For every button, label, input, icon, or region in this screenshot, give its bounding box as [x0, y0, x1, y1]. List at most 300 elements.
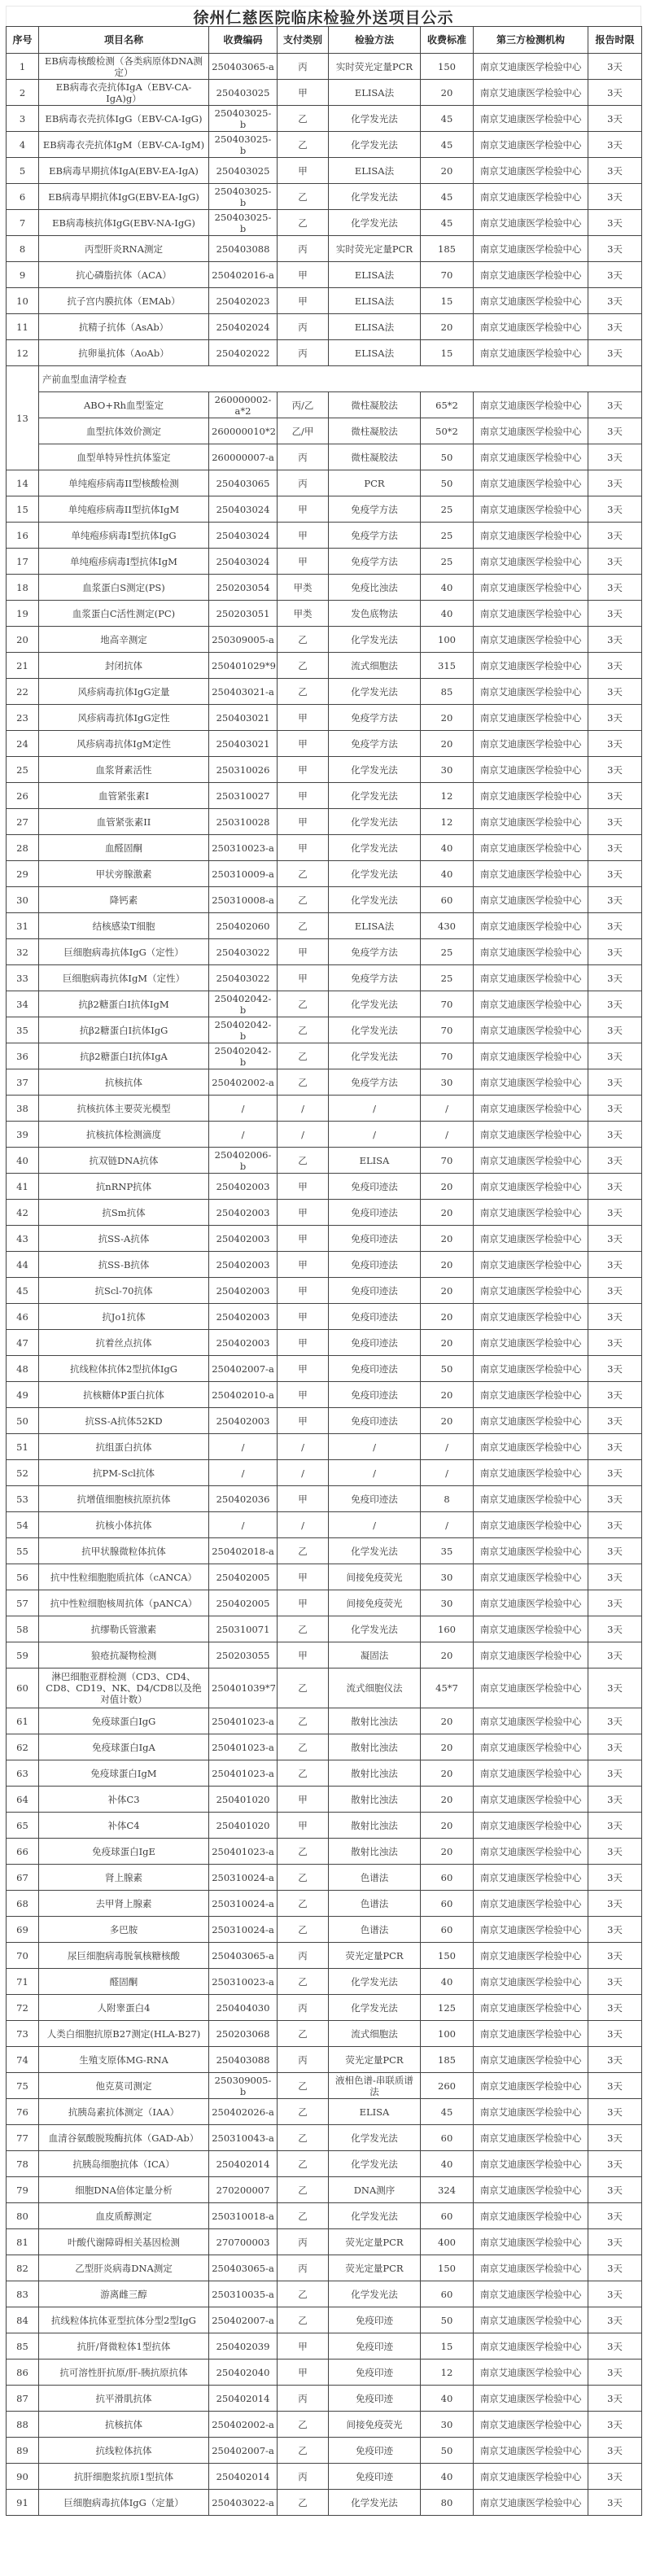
pay-type: 乙: [278, 184, 329, 210]
item-name: 血浆蛋白S测定(PS): [39, 575, 209, 601]
fee: 45: [421, 2099, 474, 2125]
charge-code: 250310071: [209, 1616, 278, 1642]
fee: 60: [421, 1865, 474, 1891]
test-method: 化学发光法: [329, 2125, 421, 2151]
fee: 70: [421, 1017, 474, 1043]
row-no: 87: [7, 2386, 39, 2412]
lab-name: 南京艾迪康医学检验中心: [474, 2021, 588, 2047]
pay-type: 乙: [278, 1839, 329, 1865]
fee: 25: [421, 549, 474, 575]
row-no: 68: [7, 1891, 39, 1917]
fee: 150: [421, 54, 474, 80]
row-no: 33: [7, 965, 39, 991]
row-no: 8: [7, 236, 39, 262]
row-no: 29: [7, 861, 39, 887]
lab-name: 南京艾迪康医学检验中心: [474, 1486, 588, 1512]
lab-name: 南京艾迪康医学检验中心: [474, 1891, 588, 1917]
lab-name: 南京艾迪康医学检验中心: [474, 861, 588, 887]
report-time: 3天: [588, 1486, 642, 1512]
lab-name: 南京艾迪康医学检验中心: [474, 1839, 588, 1865]
pay-type: 甲: [278, 965, 329, 991]
item-name: 尿巨细胞病毒脱氧核糖核酸: [39, 1943, 209, 1969]
report-time: 3天: [588, 184, 642, 210]
item-name: 单纯疱疹病毒II型抗体IgM: [39, 496, 209, 523]
table-row: [7, 601, 642, 627]
pay-type: 甲: [278, 1813, 329, 1839]
table-row: [7, 679, 642, 705]
report-time: 3天: [588, 783, 642, 809]
charge-code: 250402007-a: [209, 2438, 278, 2464]
table-row: [7, 653, 642, 679]
col-header-lab: 第三方检测机构: [474, 27, 588, 54]
charge-code: 250403021: [209, 731, 278, 757]
test-method: 免疫印迹法: [329, 1356, 421, 1382]
report-time: 3天: [588, 1969, 642, 1995]
test-method: ELISA法: [329, 913, 421, 939]
table-body-b: [7, 470, 642, 2516]
row-no: 55: [7, 1538, 39, 1564]
row-no: 49: [7, 1382, 39, 1408]
item-name: 巨细胞病毒抗体IgG（定量）: [39, 2490, 209, 2516]
lab-name: 南京艾迪康医学检验中心: [474, 314, 588, 340]
test-method: 化学发光法: [329, 627, 421, 653]
table-row: [7, 1917, 642, 1943]
pay-type: 甲: [278, 2333, 329, 2360]
pay-type: 甲: [278, 1278, 329, 1304]
row-no: 53: [7, 1486, 39, 1512]
pay-type: 丙: [278, 54, 329, 80]
report-time: 3天: [588, 1787, 642, 1813]
row-no: 81: [7, 2229, 39, 2255]
row-no: 21: [7, 653, 39, 679]
item-name: 抗胰岛细胞抗体（ICA）: [39, 2151, 209, 2177]
table-row: [7, 2099, 642, 2125]
report-time: 3天: [588, 1330, 642, 1356]
item-name: EB病毒衣壳抗体IgM（EBV-CA-IgM): [39, 132, 209, 158]
lab-name: 南京艾迪康医学检验中心: [474, 288, 588, 314]
page-title: 徐州仁慈医院临床检验外送项目公示: [193, 8, 454, 27]
charge-code: 270200007: [209, 2177, 278, 2203]
report-time: 3天: [588, 2177, 642, 2203]
report-time: 3天: [588, 2307, 642, 2333]
table-row: [7, 2464, 642, 2490]
test-method: 化学发光法: [329, 184, 421, 210]
charge-code: 250403021: [209, 705, 278, 731]
charge-code: /: [209, 1096, 278, 1122]
table-row: [7, 965, 642, 991]
charge-code: 250401020: [209, 1813, 278, 1839]
pay-type: 乙: [278, 1969, 329, 1995]
charge-code: 250402010-a: [209, 1382, 278, 1408]
test-method: 免疫印迹: [329, 2464, 421, 2490]
pay-type: 甲: [278, 1787, 329, 1813]
fee: 20: [421, 1760, 474, 1787]
test-method: 实时荧光定量PCR: [329, 236, 421, 262]
report-time: 3天: [588, 132, 642, 158]
item-name: 抗双链DNA抗体: [39, 1148, 209, 1174]
test-method: 免疫印迹法: [329, 1200, 421, 1226]
col-header-name: 项目名称: [39, 27, 209, 54]
table-row: [7, 1278, 642, 1304]
test-method: ELISA法: [329, 340, 421, 366]
table-row: [7, 1734, 642, 1760]
report-time: 3天: [588, 1616, 642, 1642]
test-method: 化学发光法: [329, 1538, 421, 1564]
charge-code: 250402042-b: [209, 1017, 278, 1043]
table-row: [7, 1943, 642, 1969]
lab-name: 南京艾迪康医学检验中心: [474, 262, 588, 288]
row-no: 67: [7, 1865, 39, 1891]
test-method: 免疫印迹法: [329, 1486, 421, 1512]
pay-type: 乙: [278, 2281, 329, 2307]
pay-type: 丙: [278, 1943, 329, 1969]
lab-name: 南京艾迪康医学检验中心: [474, 2490, 588, 2516]
item-name: 单纯疱疹病毒II型核酸检测: [39, 470, 209, 496]
charge-code: 250402014: [209, 2386, 278, 2412]
lab-name: 南京艾迪康医学检验中心: [474, 757, 588, 783]
fee: 45: [421, 210, 474, 236]
row-no: 40: [7, 1148, 39, 1174]
row-no: 44: [7, 1252, 39, 1278]
charge-code: 250203068: [209, 2021, 278, 2047]
report-time: 3天: [588, 2490, 642, 2516]
lab-name: 南京艾迪康医学检验中心: [474, 1434, 588, 1460]
report-time: 3天: [588, 262, 642, 288]
row-no: 31: [7, 913, 39, 939]
lab-name: 南京艾迪康医学检验中心: [474, 1356, 588, 1382]
table-row: [7, 1642, 642, 1668]
lab-name: 南京艾迪康医学检验中心: [474, 1590, 588, 1616]
row-no: 82: [7, 2255, 39, 2281]
report-time: 3天: [588, 1174, 642, 1200]
lab-name: 南京艾迪康医学检验中心: [474, 1917, 588, 1943]
row-no: 37: [7, 1069, 39, 1096]
charge-code: 250310035-a: [209, 2281, 278, 2307]
fee: 50*2: [421, 418, 474, 444]
table-row: [7, 2177, 642, 2203]
item-name: 叶酸代谢障碍相关基因检测: [39, 2229, 209, 2255]
charge-code: 250401039*7: [209, 1668, 278, 1708]
report-time: 3天: [588, 1839, 642, 1865]
table-row: [7, 2307, 642, 2333]
pay-type: 乙: [278, 2438, 329, 2464]
item-name: 甲状旁腺激素: [39, 861, 209, 887]
charge-code: 250403065-a: [209, 1943, 278, 1969]
table-row: [7, 2360, 642, 2386]
report-time: 3天: [588, 392, 642, 418]
report-time: 3天: [588, 601, 642, 627]
lab-name: 南京艾迪康医学检验中心: [474, 1096, 588, 1122]
report-time: 3天: [588, 1708, 642, 1734]
test-method: 免疫学方法: [329, 939, 421, 965]
fee: 30: [421, 1590, 474, 1616]
charge-code: 250310027: [209, 783, 278, 809]
lab-name: 南京艾迪康医学检验中心: [474, 496, 588, 523]
table-row: [7, 2073, 642, 2099]
charge-code: 250310023-a: [209, 835, 278, 861]
test-method: DNA测序: [329, 2177, 421, 2203]
fee: 400: [421, 2229, 474, 2255]
table-row: [7, 835, 642, 861]
pay-type: 丙: [278, 2464, 329, 2490]
row-no: 5: [7, 158, 39, 184]
col-header-method: 检验方法: [329, 27, 421, 54]
report-time: 3天: [588, 314, 642, 340]
lab-name: 南京艾迪康医学检验中心: [474, 1995, 588, 2021]
fee: 12: [421, 783, 474, 809]
lab-name: 南京艾迪康医学检验中心: [474, 1069, 588, 1096]
report-time: 3天: [588, 1043, 642, 1069]
test-method: 免疫学方法: [329, 731, 421, 757]
row-no: 6: [7, 184, 39, 210]
item-name: 抗核抗体检测滴度: [39, 1122, 209, 1148]
pay-type: /: [278, 1096, 329, 1122]
charge-code: 250402003: [209, 1174, 278, 1200]
item-name: 血型抗体效价测定: [39, 418, 209, 444]
col-header-report-time: 报告时限: [588, 27, 642, 54]
item-name: 狼疮抗凝物检测: [39, 1642, 209, 1668]
test-method: 化学发光法: [329, 1043, 421, 1069]
test-method: 微柱凝胶法: [329, 418, 421, 444]
test-method: 荧光定量PCR: [329, 1943, 421, 1969]
charge-code: 250402060: [209, 913, 278, 939]
pay-type: 乙: [278, 2412, 329, 2438]
table-row: [7, 1616, 642, 1642]
lab-name: 南京艾迪康医学检验中心: [474, 184, 588, 210]
test-method: 发色底物法: [329, 601, 421, 627]
pay-type: 甲: [278, 288, 329, 314]
fee: 50: [421, 2438, 474, 2464]
item-name: EB病毒核抗体IgG(EBV-NA-IgG): [39, 210, 209, 236]
table-row: [7, 2412, 642, 2438]
test-method: 散射比浊法: [329, 1708, 421, 1734]
row-no: 62: [7, 1734, 39, 1760]
report-time: 3天: [588, 679, 642, 705]
fee: 40: [421, 1969, 474, 1995]
item-name: 去甲肾上腺素: [39, 1891, 209, 1917]
lab-name: 南京艾迪康医学检验中心: [474, 2203, 588, 2229]
report-time: 3天: [588, 2281, 642, 2307]
lab-name: 南京艾迪康医学检验中心: [474, 1122, 588, 1148]
lab-name: 南京艾迪康医学检验中心: [474, 887, 588, 913]
lab-name: 南京艾迪康医学检验中心: [474, 340, 588, 366]
charge-code: 250401023-a: [209, 1708, 278, 1734]
pay-type: 乙: [278, 991, 329, 1017]
pay-type: 乙: [278, 2073, 329, 2099]
test-method: 化学发光法: [329, 132, 421, 158]
pay-type: 甲: [278, 1356, 329, 1382]
test-method: 免疫学方法: [329, 1069, 421, 1096]
row-no: 89: [7, 2438, 39, 2464]
item-name: 抗SS-A抗体: [39, 1226, 209, 1252]
test-method: 免疫学方法: [329, 549, 421, 575]
test-method: 免疫印迹法: [329, 1226, 421, 1252]
row-no: 18: [7, 575, 39, 601]
pay-type: 乙: [278, 1069, 329, 1096]
item-name: 血醛固酮: [39, 835, 209, 861]
report-time: 3天: [588, 340, 642, 366]
test-method: 间接免疫荧光: [329, 1564, 421, 1590]
test-method: 散射比浊法: [329, 1813, 421, 1839]
item-name: 生殖支原体MG-RNA: [39, 2047, 209, 2073]
pay-type: 甲: [278, 496, 329, 523]
fee: 20: [421, 1382, 474, 1408]
row-no: 59: [7, 1642, 39, 1668]
table-row: [7, 444, 642, 470]
item-name: 人类白细胞抗原B27测定(HLA-B27): [39, 2021, 209, 2047]
lab-name: 南京艾迪康医学检验中心: [474, 2177, 588, 2203]
lab-name: 南京艾迪康医学检验中心: [474, 1616, 588, 1642]
fee: 50: [421, 470, 474, 496]
report-time: 3天: [588, 1891, 642, 1917]
charge-code: 250402022: [209, 340, 278, 366]
report-time: 3天: [588, 991, 642, 1017]
item-name: 抗Jo1抗体: [39, 1304, 209, 1330]
charge-code: 250402003: [209, 1252, 278, 1278]
lab-name: 南京艾迪康医学检验中心: [474, 1564, 588, 1590]
row-no: 64: [7, 1787, 39, 1813]
report-time: 3天: [588, 1122, 642, 1148]
table-row: [7, 783, 642, 809]
row-no: 10: [7, 288, 39, 314]
lab-name: 南京艾迪康医学检验中心: [474, 1226, 588, 1252]
row-no: 73: [7, 2021, 39, 2047]
pay-type: 乙: [278, 1148, 329, 1174]
charge-code: 250402003: [209, 1304, 278, 1330]
item-name: 抗肝/肾微粒体1型抗体: [39, 2333, 209, 2360]
charge-code: 250403065-a: [209, 2255, 278, 2281]
pay-type: 乙: [278, 1891, 329, 1917]
item-name: 抗精子抗体（AsAb）: [39, 314, 209, 340]
row-no: 91: [7, 2490, 39, 2516]
report-time: 3天: [588, 2333, 642, 2360]
pay-type: 甲: [278, 757, 329, 783]
lab-name: 南京艾迪康医学检验中心: [474, 523, 588, 549]
table-row: [7, 2021, 642, 2047]
report-time: 3天: [588, 1668, 642, 1708]
row-no: 74: [7, 2047, 39, 2073]
pay-type: /: [278, 1434, 329, 1460]
table-row: [7, 496, 642, 523]
table-row: [7, 861, 642, 887]
report-time: 3天: [588, 1734, 642, 1760]
table-row: [7, 288, 642, 314]
item-name: 巨细胞病毒抗体IgM（定性）: [39, 965, 209, 991]
charge-code: 250402005: [209, 1590, 278, 1616]
report-time: 3天: [588, 1865, 642, 1891]
row-no: 41: [7, 1174, 39, 1200]
pay-type: 甲类: [278, 601, 329, 627]
lab-name: 南京艾迪康医学检验中心: [474, 731, 588, 757]
row-no: 23: [7, 705, 39, 731]
charge-code: 250403022: [209, 965, 278, 991]
report-time: 3天: [588, 2229, 642, 2255]
charge-code: 250309005-a: [209, 627, 278, 653]
row-no: 80: [7, 2203, 39, 2229]
fee: 20: [421, 1408, 474, 1434]
pay-type: 乙: [278, 913, 329, 939]
pay-type: 丙: [278, 2255, 329, 2281]
item-name: 巨细胞病毒抗体IgG（定性）: [39, 939, 209, 965]
fee: 25: [421, 965, 474, 991]
fee: 20: [421, 1330, 474, 1356]
item-name: 人附睾蛋白4: [39, 1995, 209, 2021]
table-row: [7, 1148, 642, 1174]
charge-code: 250403024: [209, 523, 278, 549]
lab-name: 南京艾迪康医学检验中心: [474, 106, 588, 132]
fee: 60: [421, 1917, 474, 1943]
group-label: 产前血型血清学检查: [39, 366, 642, 392]
table-row: [7, 1304, 642, 1330]
row-no: 4: [7, 132, 39, 158]
report-time: 3天: [588, 1408, 642, 1434]
lab-name: 南京艾迪康医学检验中心: [474, 2307, 588, 2333]
lab-name: 南京艾迪康医学检验中心: [474, 1460, 588, 1486]
row-no: 26: [7, 783, 39, 809]
table-row: [7, 1590, 642, 1616]
row-no: 16: [7, 523, 39, 549]
test-method: 化学发光法: [329, 679, 421, 705]
fee: /: [421, 1512, 474, 1538]
table-row: [7, 314, 642, 340]
test-method: 免疫印迹法: [329, 1174, 421, 1200]
test-method: 流式细胞法: [329, 2021, 421, 2047]
fee: /: [421, 1122, 474, 1148]
test-method: 色谱法: [329, 1891, 421, 1917]
pay-type: 甲: [278, 783, 329, 809]
report-time: 3天: [588, 1538, 642, 1564]
test-method: /: [329, 1434, 421, 1460]
test-method: 化学发光法: [329, 861, 421, 887]
table-row: [7, 1356, 642, 1382]
group-13: [7, 366, 642, 470]
pay-type: 甲: [278, 1408, 329, 1434]
fee: 15: [421, 288, 474, 314]
outsourced-tests-table: [6, 26, 642, 2516]
item-name: 结核感染T细胞: [39, 913, 209, 939]
report-time: 3天: [588, 2412, 642, 2438]
table-row: [7, 132, 642, 158]
fee: 80: [421, 2490, 474, 2516]
item-name: 抗增值细胞核抗原抗体: [39, 1486, 209, 1512]
row-no: 58: [7, 1616, 39, 1642]
item-name: EB病毒衣壳抗体IgA（EBV-CA-IgA)g）: [39, 80, 209, 106]
test-method: /: [329, 1512, 421, 1538]
table-row: [7, 2229, 642, 2255]
table-row: [7, 1200, 642, 1226]
lab-name: 南京艾迪康医学检验中心: [474, 2412, 588, 2438]
item-name: 抗子宫内膜抗体（EMAb）: [39, 288, 209, 314]
test-method: ELISA: [329, 1148, 421, 1174]
report-time: 3天: [588, 1642, 642, 1668]
fee: 70: [421, 991, 474, 1017]
report-time: 3天: [588, 1434, 642, 1460]
charge-code: 250403021-a: [209, 679, 278, 705]
table-row: [7, 705, 642, 731]
row-no: 43: [7, 1226, 39, 1252]
row-no: 46: [7, 1304, 39, 1330]
table-row: [7, 470, 642, 496]
test-method: 免疫学方法: [329, 496, 421, 523]
item-name: 抗nRNP抗体: [39, 1174, 209, 1200]
lab-name: 南京艾迪康医学检验中心: [474, 913, 588, 939]
fee: 85: [421, 679, 474, 705]
item-name: 补体C4: [39, 1813, 209, 1839]
lab-name: 南京艾迪康医学检验中心: [474, 1382, 588, 1408]
fee: 40: [421, 835, 474, 861]
pay-type: 乙: [278, 1616, 329, 1642]
group-no: 13: [7, 366, 39, 470]
